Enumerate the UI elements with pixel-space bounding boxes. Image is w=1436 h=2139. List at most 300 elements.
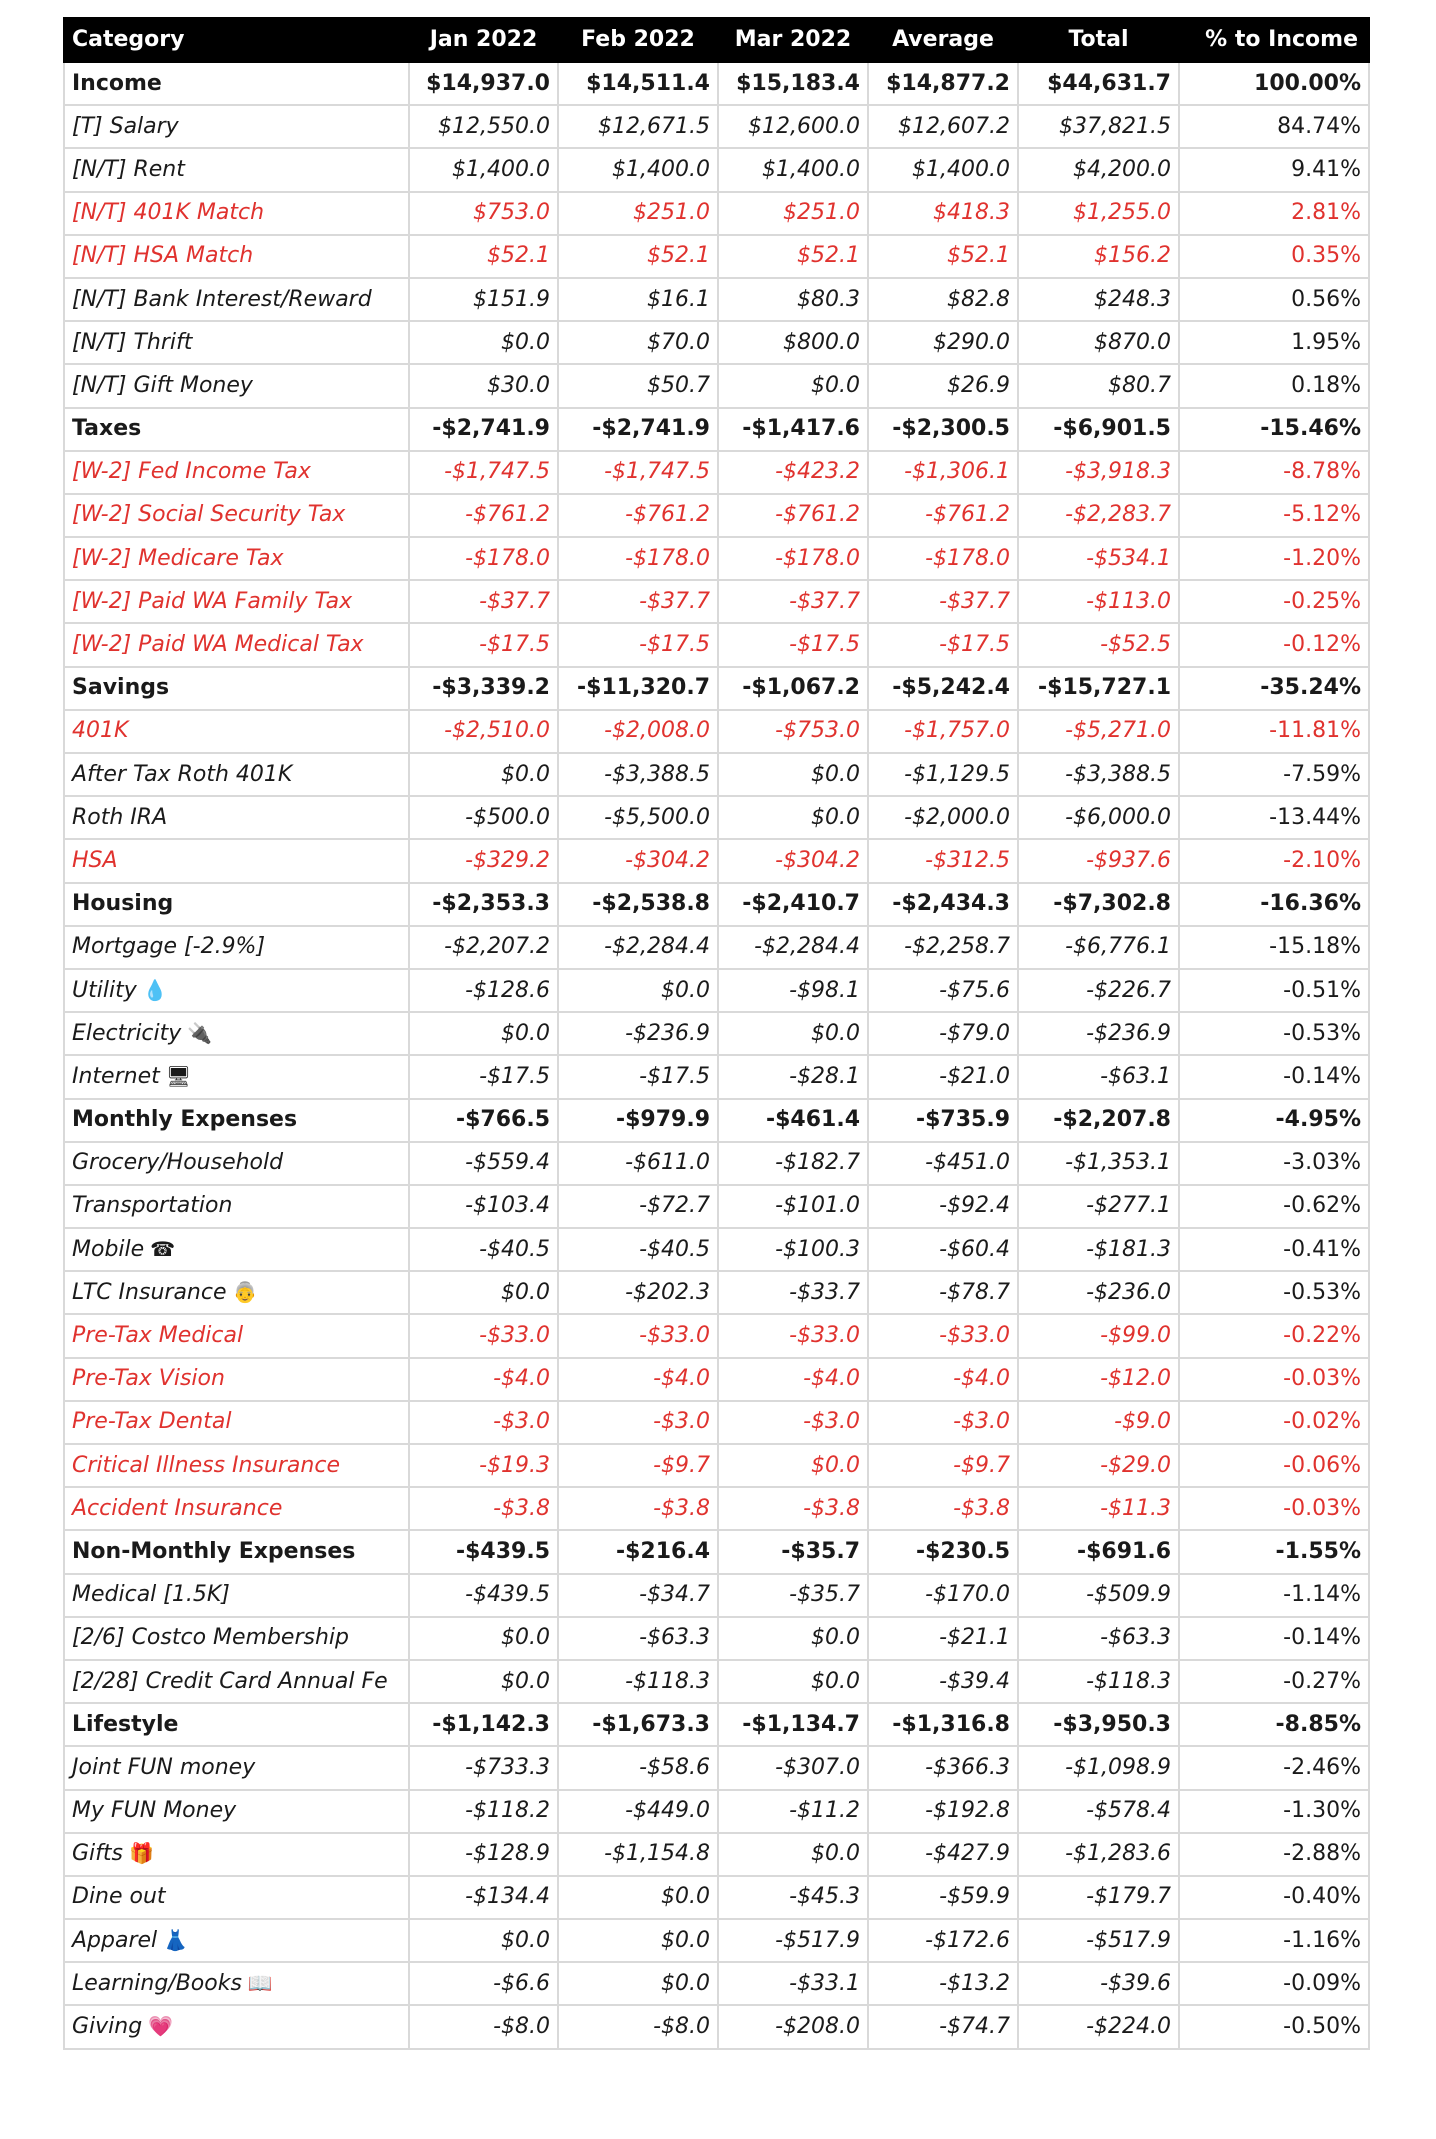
cell-pct-income: -2.88% [1179,1833,1369,1876]
table-row [64,1185,1369,1228]
cell-jan: -$17.5 [409,1055,558,1098]
cell-pct-income: -1.30% [1179,1790,1369,1833]
category-label: Critical Illness Insurance [72,1452,340,1478]
cell-total: -$2,283.7 [1018,494,1179,537]
table-row [64,1833,1369,1876]
category-label: Lifestyle [72,1711,179,1737]
table-row [64,623,1369,666]
cell-category [64,667,409,710]
column-header-average: Average [868,18,1018,62]
cell-feb: -$2,008.0 [558,710,718,753]
cell-average: -$1,757.0 [868,710,1018,753]
droplet-icon: 💧 [142,977,168,1002]
cell-feb: $12,671.5 [558,105,718,148]
table-row [64,235,1369,278]
cell-total: -$6,776.1 [1018,926,1179,969]
cell-feb: -$33.0 [558,1314,718,1357]
cell-pct-income: -0.06% [1179,1444,1369,1487]
category-label: My FUN Money [72,1798,237,1824]
cell-total: $1,255.0 [1018,192,1179,235]
category-label: Dine out [72,1884,166,1910]
cell-average: -$230.5 [868,1530,1018,1573]
category-label: Learning/Books [72,1970,242,1996]
cell-mar: -$33.0 [718,1314,868,1357]
book-icon: 📖 [247,1970,273,1995]
cell-category [64,1185,409,1228]
cell-pct-income: -15.46% [1179,408,1369,451]
cell-mar: -$3.0 [718,1401,868,1444]
cell-average: $1,400.0 [868,148,1018,191]
category-label: Electricity [72,1020,182,1046]
cell-category [64,1012,409,1055]
cell-mar: -$45.3 [718,1876,868,1919]
cell-category [64,1574,409,1617]
cell-jan: -$2,207.2 [409,926,558,969]
cell-average: -$735.9 [868,1099,1018,1142]
category-label: Mortgage [-2.9%] [72,934,266,960]
table-row [64,494,1369,537]
cell-pct-income: -0.03% [1179,1358,1369,1401]
table-row [64,192,1369,235]
cell-mar: -$37.7 [718,580,868,623]
cell-mar: -$3.8 [718,1487,868,1530]
table-row [64,796,1369,839]
cell-average: -$1,129.5 [868,753,1018,796]
cell-total: -$15,727.1 [1018,667,1179,710]
cell-total: -$937.6 [1018,839,1179,882]
cell-feb: -$34.7 [558,1574,718,1617]
cell-pct-income: -0.02% [1179,1401,1369,1444]
cell-feb: $1,400.0 [558,148,718,191]
category-label: Savings [72,675,170,701]
cell-mar: $15,183.4 [718,62,868,105]
cell-average: $26.9 [868,364,1018,407]
cell-average: -$39.4 [868,1660,1018,1703]
cell-category [64,1876,409,1919]
cell-pct-income: -0.50% [1179,2005,1369,2048]
category-label: Joint FUN money [72,1754,256,1780]
cell-total: -$5,271.0 [1018,710,1179,753]
cell-mar: $0.0 [718,1012,868,1055]
cell-jan: -$3,339.2 [409,667,558,710]
cell-jan: -$500.0 [409,796,558,839]
cell-total: -$236.0 [1018,1271,1179,1314]
cell-jan: -$33.0 [409,1314,558,1357]
cell-pct-income: -0.12% [1179,623,1369,666]
table-row [64,451,1369,494]
cell-jan: $0.0 [409,321,558,364]
cell-jan: $52.1 [409,235,558,278]
cell-mar: -$461.4 [718,1099,868,1142]
table-row [64,537,1369,580]
cell-mar: -$761.2 [718,494,868,537]
cell-jan: -$2,510.0 [409,710,558,753]
cell-category [64,192,409,235]
category-label: [N/T] HSA Match [72,243,254,269]
category-label: LTC Insurance [72,1279,227,1305]
cell-pct-income: -5.12% [1179,494,1369,537]
cell-mar: -$178.0 [718,537,868,580]
cell-total: -$181.3 [1018,1228,1179,1271]
table-row [64,148,1369,191]
cell-mar: $0.0 [718,1617,868,1660]
cell-average: -$75.6 [868,969,1018,1012]
cell-total: -$118.3 [1018,1660,1179,1703]
dress-icon: 👗 [163,1927,189,1952]
cell-pct-income: 0.18% [1179,364,1369,407]
cell-feb: $70.0 [558,321,718,364]
column-header-category: Category [64,18,409,62]
cell-mar: -$100.3 [718,1228,868,1271]
cell-average: -$17.5 [868,623,1018,666]
cell-feb: -$9.7 [558,1444,718,1487]
cell-mar: -$208.0 [718,2005,868,2048]
table-row [64,1962,1369,2005]
cell-total: $80.7 [1018,364,1179,407]
cell-pct-income: -0.62% [1179,1185,1369,1228]
cell-total: -$277.1 [1018,1185,1179,1228]
plug-icon: 🔌 [187,1020,213,1045]
cell-pct-income: -0.14% [1179,1055,1369,1098]
cell-mar: -$423.2 [718,451,868,494]
category-label: Non-Monthly Expenses [72,1538,356,1564]
cell-total: -$224.0 [1018,2005,1179,2048]
cell-jan: -$37.7 [409,580,558,623]
table-row [64,1055,1369,1098]
cell-pct-income: 0.56% [1179,278,1369,321]
cell-pct-income: -0.51% [1179,969,1369,1012]
group-row [64,667,1369,710]
category-label: Roth IRA [72,804,168,830]
cell-pct-income: 100.00% [1179,62,1369,105]
category-label: Pre-Tax Medical [72,1323,244,1349]
cell-total: -$6,901.5 [1018,408,1179,451]
cell-category [64,278,409,321]
cell-feb: -$17.5 [558,1055,718,1098]
table-row [64,1444,1369,1487]
category-label: Mobile [72,1236,145,1262]
cell-feb: -$118.3 [558,1660,718,1703]
cell-average: -$74.7 [868,2005,1018,2048]
cell-total: -$3,388.5 [1018,753,1179,796]
cell-average: -$3.8 [868,1487,1018,1530]
cell-feb: -$202.3 [558,1271,718,1314]
table-row [64,710,1369,753]
table-row [64,1314,1369,1357]
category-label: 401K [72,718,129,744]
cell-pct-income: -0.40% [1179,1876,1369,1919]
cell-jan: -$128.9 [409,1833,558,1876]
cell-total: -$1,098.9 [1018,1746,1179,1789]
category-label: After Tax Roth 401K [72,761,293,787]
table-row [64,1574,1369,1617]
cell-total: -$39.6 [1018,1962,1179,2005]
cell-jan: -$17.5 [409,623,558,666]
cell-total: -$578.4 [1018,1790,1179,1833]
cell-jan: -$733.3 [409,1746,558,1789]
cell-jan: $0.0 [409,1271,558,1314]
cell-total: -$29.0 [1018,1444,1179,1487]
cell-mar: -$11.2 [718,1790,868,1833]
cell-total: $4,200.0 [1018,148,1179,191]
cell-pct-income: 9.41% [1179,148,1369,191]
cell-jan: -$439.5 [409,1530,558,1573]
cell-category [64,1703,409,1746]
table-row [64,1487,1369,1530]
cell-average: -$21.0 [868,1055,1018,1098]
table-row [64,1790,1369,1833]
cell-jan: -$761.2 [409,494,558,537]
cell-feb: -$611.0 [558,1142,718,1185]
cell-pct-income: -3.03% [1179,1142,1369,1185]
cell-mar: -$35.7 [718,1574,868,1617]
cell-mar: $0.0 [718,753,868,796]
category-label: Accident Insurance [72,1495,283,1521]
cell-mar: $800.0 [718,321,868,364]
cell-feb: -$3.0 [558,1401,718,1444]
cell-total: -$3,918.3 [1018,451,1179,494]
cell-average: -$60.4 [868,1228,1018,1271]
cell-jan: -$103.4 [409,1185,558,1228]
cell-mar: $0.0 [718,1660,868,1703]
cell-total: -$509.9 [1018,1574,1179,1617]
cell-total: -$179.7 [1018,1876,1179,1919]
cell-category [64,105,409,148]
cell-jan: -$1,142.3 [409,1703,558,1746]
cell-total: -$7,302.8 [1018,883,1179,926]
cell-mar: $0.0 [718,364,868,407]
cell-jan: $14,937.0 [409,62,558,105]
cell-mar: -$33.7 [718,1271,868,1314]
cell-total: $870.0 [1018,321,1179,364]
cell-jan: -$118.2 [409,1790,558,1833]
cell-feb: -$11,320.7 [558,667,718,710]
cell-feb: -$72.7 [558,1185,718,1228]
cell-total: -$1,283.6 [1018,1833,1179,1876]
column-header-pct-income: % to Income [1179,18,1369,62]
cell-category [64,321,409,364]
cell-feb: $16.1 [558,278,718,321]
cell-pct-income: -0.41% [1179,1228,1369,1271]
cell-mar: -$28.1 [718,1055,868,1098]
cell-total: -$63.3 [1018,1617,1179,1660]
cell-total: -$3,950.3 [1018,1703,1179,1746]
cell-category [64,1790,409,1833]
cell-jan: -$2,741.9 [409,408,558,451]
category-label: [N/T] Gift Money [72,372,253,398]
cell-average: -$178.0 [868,537,1018,580]
cell-feb: -$178.0 [558,537,718,580]
cell-total: -$6,000.0 [1018,796,1179,839]
group-row [64,1530,1369,1573]
cell-average: -$5,242.4 [868,667,1018,710]
cell-pct-income: -13.44% [1179,796,1369,839]
cell-feb: -$2,538.8 [558,883,718,926]
cell-average: -$59.9 [868,1876,1018,1919]
cell-jan: -$6.6 [409,1962,558,2005]
table-header [64,18,1369,62]
cell-total: -$63.1 [1018,1055,1179,1098]
cell-category [64,839,409,882]
cell-feb: $0.0 [558,1919,718,1962]
category-label: [W-2] Paid WA Medical Tax [72,632,364,658]
table-row [64,1142,1369,1185]
cell-mar: $0.0 [718,796,868,839]
cell-total: $156.2 [1018,235,1179,278]
cell-feb: -$5,500.0 [558,796,718,839]
cell-category [64,1142,409,1185]
category-label: Giving [72,2014,143,2040]
cell-jan: -$766.5 [409,1099,558,1142]
cell-category [64,580,409,623]
cell-feb: -$3.8 [558,1487,718,1530]
cell-average: $418.3 [868,192,1018,235]
cell-pct-income: -0.53% [1179,1012,1369,1055]
cell-pct-income: -1.14% [1179,1574,1369,1617]
category-label: [N/T] Bank Interest/Reward [72,286,372,312]
cell-category [64,1271,409,1314]
cell-total: -$9.0 [1018,1401,1179,1444]
cell-pct-income: -0.27% [1179,1660,1369,1703]
group-row [64,883,1369,926]
cell-pct-income: -4.95% [1179,1099,1369,1142]
cell-category [64,537,409,580]
cell-feb: $52.1 [558,235,718,278]
cell-average: -$3.0 [868,1401,1018,1444]
cell-pct-income: -2.46% [1179,1746,1369,1789]
cell-total: $37,821.5 [1018,105,1179,148]
cell-average: -$92.4 [868,1185,1018,1228]
cell-average: -$37.7 [868,580,1018,623]
cell-pct-income: -35.24% [1179,667,1369,710]
cell-jan: -$439.5 [409,1574,558,1617]
group-row [64,408,1369,451]
table-row [64,1228,1369,1271]
cell-category [64,1660,409,1703]
category-label: [W-2] Fed Income Tax [72,459,311,485]
category-label: [2/28] Credit Card Annual Fe [72,1668,388,1694]
cell-jan: $12,550.0 [409,105,558,148]
category-label: Pre-Tax Vision [72,1366,225,1392]
cell-jan: -$3.8 [409,1487,558,1530]
cell-jan: -$3.0 [409,1401,558,1444]
cell-feb: -$761.2 [558,494,718,537]
cell-pct-income: -7.59% [1179,753,1369,796]
cell-mar: -$98.1 [718,969,868,1012]
cell-pct-income: -1.55% [1179,1530,1369,1573]
cell-jan: $1,400.0 [409,148,558,191]
cell-total: -$691.6 [1018,1530,1179,1573]
table-row [64,1660,1369,1703]
cell-mar: -$307.0 [718,1746,868,1789]
group-row [64,1703,1369,1746]
cell-average: -$78.7 [868,1271,1018,1314]
cell-category [64,364,409,407]
category-label: [W-2] Paid WA Family Tax [72,588,353,614]
cell-pct-income: -0.53% [1179,1271,1369,1314]
cell-feb: -$2,741.9 [558,408,718,451]
table-row [64,1919,1369,1962]
cell-jan: -$19.3 [409,1444,558,1487]
cell-pct-income: -0.14% [1179,1617,1369,1660]
cell-jan: -$128.6 [409,969,558,1012]
cell-pct-income: -1.16% [1179,1919,1369,1962]
cell-category [64,62,409,105]
cell-category [64,1487,409,1530]
cell-mar: -$753.0 [718,710,868,753]
cell-feb: -$8.0 [558,2005,718,2048]
cell-average: -$2,258.7 [868,926,1018,969]
cell-average: -$172.6 [868,1919,1018,1962]
cell-average: $82.8 [868,278,1018,321]
cell-feb: -$979.9 [558,1099,718,1142]
cell-total: -$12.0 [1018,1358,1179,1401]
cell-average: -$366.3 [868,1746,1018,1789]
cell-average: $290.0 [868,321,1018,364]
table-row [64,321,1369,364]
cell-feb: -$216.4 [558,1530,718,1573]
cell-category [64,148,409,191]
column-header-total: Total [1018,18,1179,62]
elder-icon: 👵 [232,1279,258,1304]
cell-category [64,1099,409,1142]
cell-total: -$2,207.8 [1018,1099,1179,1142]
cell-pct-income: -1.20% [1179,537,1369,580]
cell-mar: -$182.7 [718,1142,868,1185]
table-row [64,1358,1369,1401]
cell-average: -$2,300.5 [868,408,1018,451]
category-label: Pre-Tax Dental [72,1409,232,1435]
category-label: [T] Salary [72,113,179,139]
category-label: Taxes [72,416,142,442]
cell-category [64,796,409,839]
cell-category [64,2005,409,2048]
category-label: [N/T] Thrift [72,329,193,355]
table-row [64,278,1369,321]
cell-jan: $753.0 [409,192,558,235]
column-header-feb: Feb 2022 [558,18,718,62]
cell-mar: $251.0 [718,192,868,235]
cell-category [64,1314,409,1357]
cell-feb: -$40.5 [558,1228,718,1271]
cell-jan: -$178.0 [409,537,558,580]
table-row [64,105,1369,148]
category-label: Medical [1.5K] [72,1582,230,1608]
cell-jan: $0.0 [409,1617,558,1660]
cell-category [64,623,409,666]
category-label: HSA [72,847,118,873]
monitor-icon: 🖥 [165,1063,192,1088]
group-row [64,1099,1369,1142]
table-row [64,1617,1369,1660]
cell-category [64,1358,409,1401]
cell-pct-income: -0.25% [1179,580,1369,623]
cell-jan: $30.0 [409,364,558,407]
cell-feb: $0.0 [558,1876,718,1919]
cell-pct-income: -0.09% [1179,1962,1369,2005]
cell-average: -$761.2 [868,494,1018,537]
cell-jan: $0.0 [409,753,558,796]
cell-category [64,883,409,926]
cell-category [64,969,409,1012]
cell-mar: -$33.1 [718,1962,868,2005]
cell-average: -$1,306.1 [868,451,1018,494]
cell-total: -$226.7 [1018,969,1179,1012]
cell-mar: -$35.7 [718,1530,868,1573]
cell-pct-income: -15.18% [1179,926,1369,969]
cell-jan: -$8.0 [409,2005,558,2048]
gift-icon: 🎁 [129,1841,154,1866]
